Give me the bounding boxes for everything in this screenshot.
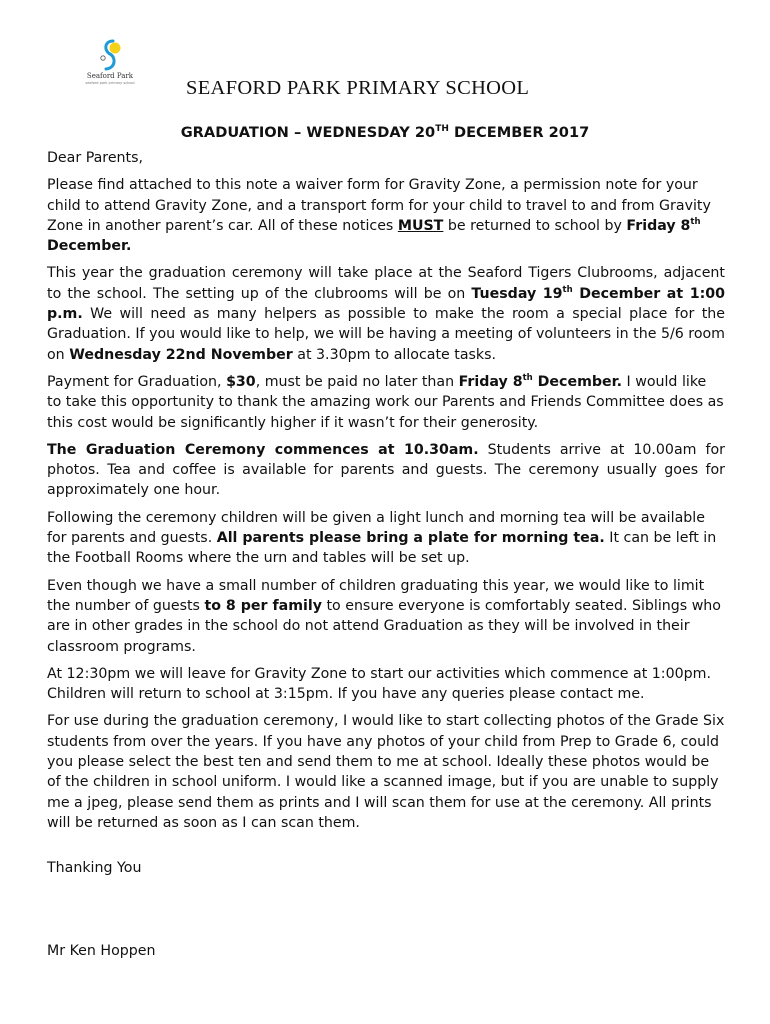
- logo-motto: seaford park primary school: [85, 81, 135, 85]
- letter-heading: GRADUATION – WEDNESDAY 20TH DECEMBER 2017: [180, 124, 590, 141]
- school-name: SEAFORD PARK PRIMARY SCHOOL: [186, 77, 530, 99]
- closing: Thanking You: [47, 860, 142, 876]
- salutation: Dear Parents,: [47, 150, 144, 166]
- logo-name: Seaford Park: [86, 72, 134, 80]
- paragraph-photos: For use during the graduation ceremony, I would like to start collecting photos of the Grade Six students from over the years. If you have any photos of your child from Prep to Grade 6, could you please select the best ten and send them to me at school. Ideally these photos would be of the children in school uniform. I would like a scanned image, but if you are unable to supply me a jpeg, please send them as prints and I will scan them for use at the ceremony. All prints will be returned as soon as I can scan them.: [47, 713, 725, 831]
- school-logo: [70, 38, 150, 94]
- paragraph-guests: Even though we have a small number of children graduating this year, we would like to limit the number of guests to 8 per family to ensure everyone is comfortably seated. Siblings who are in other grades in the school do not attend Graduation as they will be involved in their classroom programs.: [47, 577, 721, 655]
- letter-body: [47, 148, 725, 840]
- school-logo-emblem: [70, 38, 150, 72]
- paragraph-lunch: Following the ceremony children will be given a light lunch and morning tea will be available for parents and guests. All parents please bring a plate for morning tea. It can be left in the Football Rooms where the urn and tables will be set up.: [47, 509, 717, 567]
- paragraph-gravity-zone: At 12:30pm we will leave for Gravity Zone to start our activities which commence at 1:00pm. Children will return to school at 3:15pm. If you have any queries please contact me.: [47, 665, 711, 703]
- paragraph-ceremony: The Graduation Ceremony commences at 10.30am. Students arrive at 10.00am for photos. Tea and coffee is available for parents and guests. The ceremony usually goes for approximately one hour.: [47, 441, 725, 499]
- signature: Mr Ken Hoppen: [47, 943, 156, 959]
- paragraph-payment: Payment for Graduation, $30, must be paid no later than Friday 8th December. I would like to take this opportunity to thank the amazing work our Parents and Friends Committee does as this cost would be significantly higher if it wasn’t for their generosity.: [47, 372, 724, 431]
- paragraph-venue: This year the graduation ceremony will take place at the Seaford Tigers Clubrooms, adjacent to the school. The setting up of the clubrooms will be on Tuesday 19th December at 1:00 p.m. We will need as many helpers as possible to make the room a special place for the Graduation. If you would like to help, we will be having a meeting of volunteers in the 5/6 room on Wednesday 22nd November at 3.30pm to allocate tasks.: [47, 265, 725, 363]
- paragraph-forms: Please find attached to this note a waiver form for Gravity Zone, a permission note for your child to attend Gravity Zone, and a transport form for your child to travel to and from Gravity Zone in another parent’s car. All of these notices MUST be returned to school by Friday 8th December.: [47, 177, 711, 255]
